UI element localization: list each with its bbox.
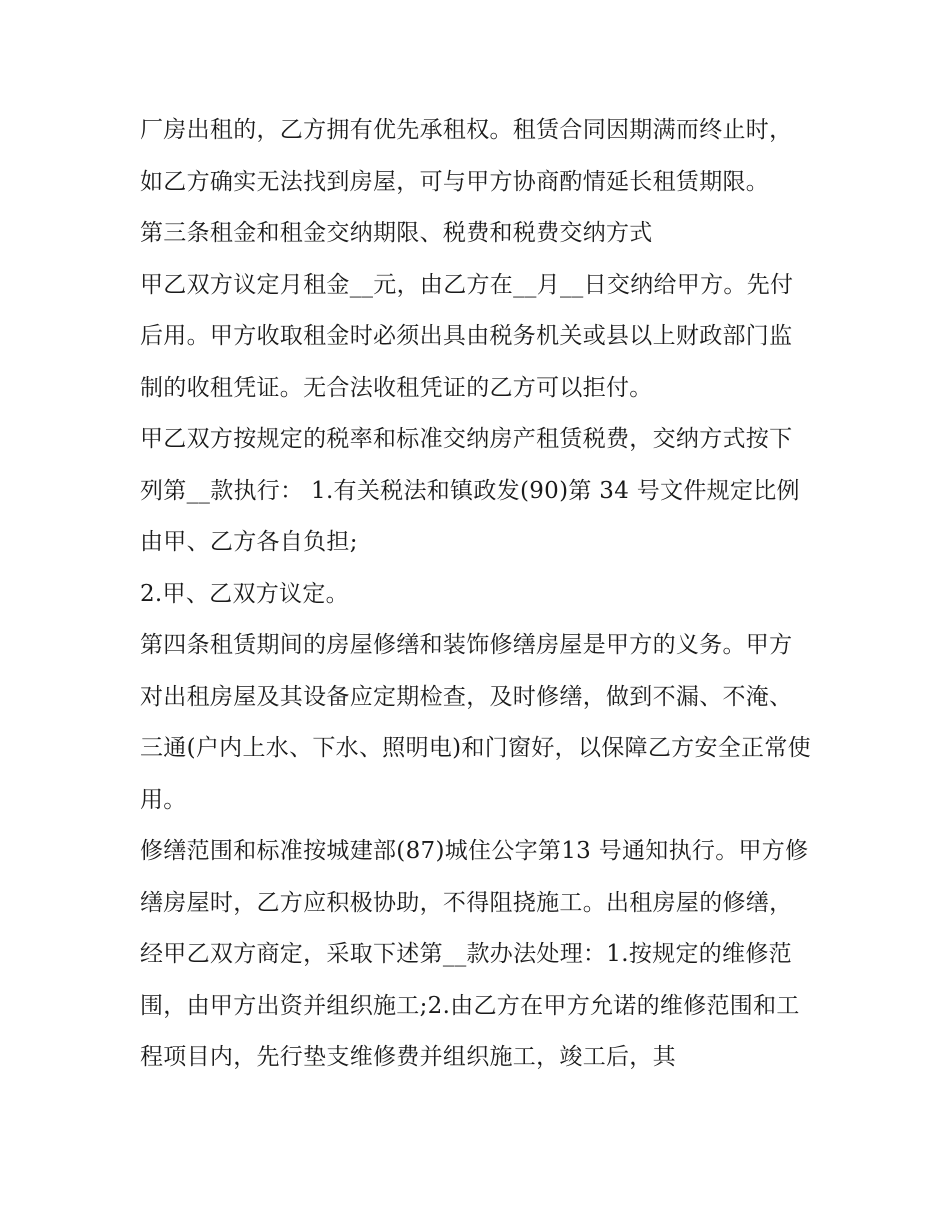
heading-article-3: 第三条租金和租金交纳期限、税费和税费交纳方式 bbox=[140, 220, 653, 246]
paragraph-repair-scope: 修缮范围和标准按城建部(87)城住公字第13 号通知执行。甲方修缮房屋时，乙方应积极协助，不得阻挠施工。出租房屋的修缮，经甲乙双方商定，采取下述第__款办法处理：1.按规定的维修范围，由甲方出资并组织施工;2.由乙方在甲方允诺的维修范围和工程项目内，先行垫支维修费并组织施工，竣工后，其 bbox=[140, 838, 809, 1070]
paragraph-lease-renewal: 厂房出租的，乙方拥有优先承租权。租赁合同因期满而终止时，如乙方确实无法找到房屋，可与甲方协商酌情延长租赁期限。 bbox=[140, 117, 793, 195]
paragraph-tax-option-2: 2.甲、乙双方议定。 bbox=[140, 580, 349, 607]
paragraph-article-4-repairs: 第四条租赁期间的房屋修缮和装饰修缮房屋是甲方的义务。甲方对出租房屋及其设备应定期检查，及时修缮，做到不漏、不淹、三通(户内上水、下水、照明电)和门窗好，以保障乙方安全正常使用。 bbox=[140, 632, 811, 813]
paragraph-tax-payment: 甲乙双方按规定的税率和标准交纳房产租赁税费，交纳方式按下列第__款执行： 1.有关税法和镇政发(90)第 34 号文件规定比例由甲、乙方各自负担; bbox=[140, 426, 800, 555]
document-body bbox=[140, 105, 812, 1084]
paragraph-rent-payment: 甲乙双方议定月租金__元，由乙方在__月__日交纳给甲方。先付后用。甲方收取租金时必须出具由税务机关或县以上财政部门监制的收租凭证。无合法收租凭证的乙方可以拒付。 bbox=[140, 271, 794, 401]
